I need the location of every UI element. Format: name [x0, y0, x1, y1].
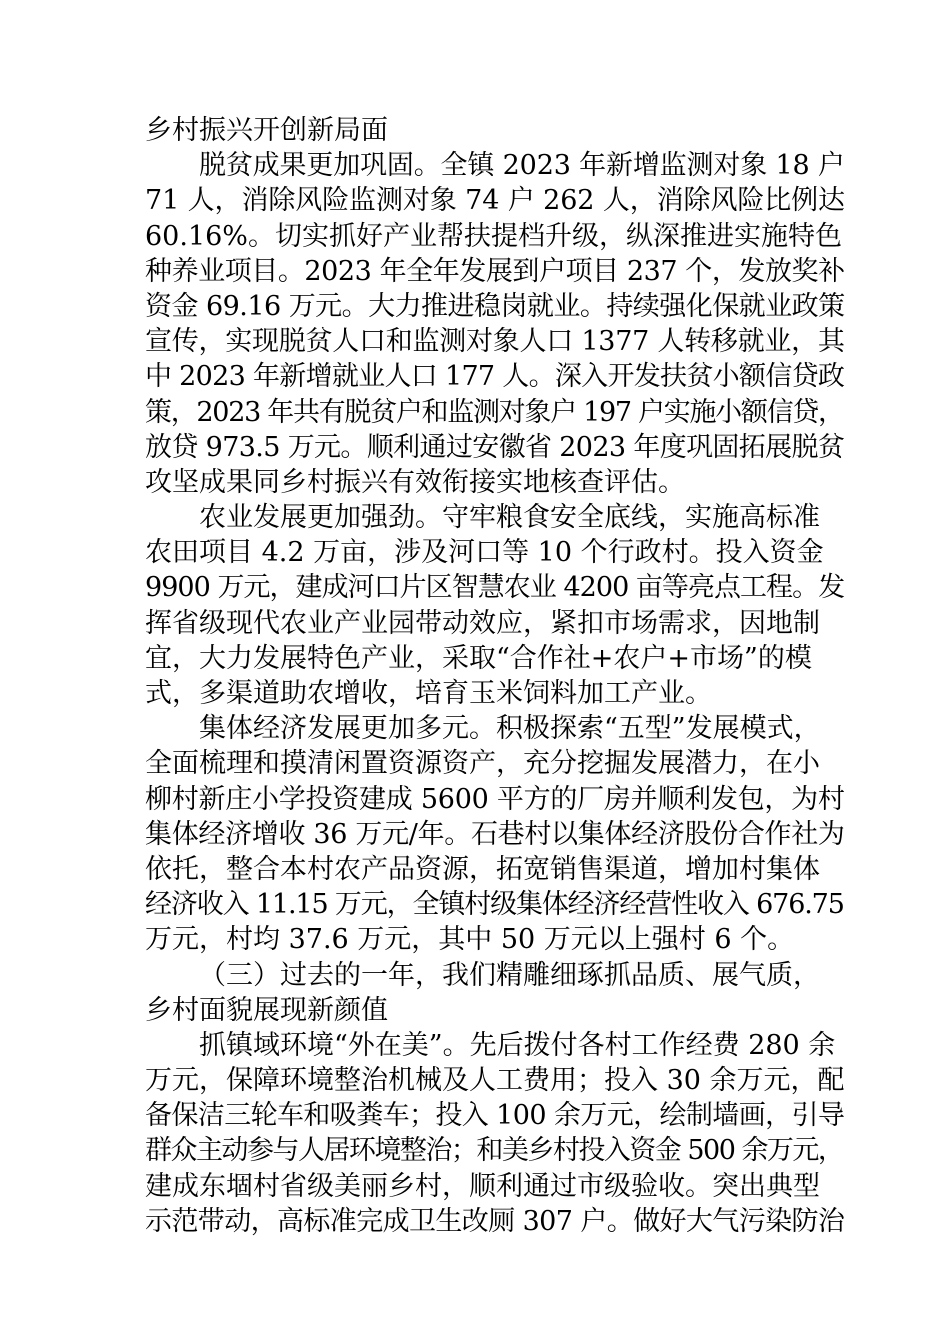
text-line: 示范带动，高标准完成卫生改厕 307 户。做好大气污染防治 [145, 1205, 845, 1237]
text-line: 农业发展更加强劲。守牢粮食安全底线，实施高标准 [199, 502, 820, 534]
text-line: 放贷 973.5 万元。顺利通过安徽省 2023 年度巩固拓展脱贫 [145, 431, 845, 463]
text-line: 全面梳理和摸清闲置资源资产，充分挖掘发展潜力，在小 [145, 748, 820, 780]
text-line: 资金 69.16 万元。大力推进稳岗就业。持续强化保就业政策 [145, 290, 845, 322]
text-line: 脱贫成果更加巩固。全镇 2023 年新增监测对象 18 户 [199, 150, 845, 182]
text-line: 建成东堌村省级美丽乡村，顺利通过市级验收。突出典型 [145, 1170, 820, 1202]
text-line: 宜，大力发展特色产业，采取“合作社+农户+市场”的模 [145, 642, 812, 674]
text-line: 群众主动参与人居环境整治；和美乡村投入资金 500 余万元， [145, 1135, 844, 1167]
text-line: 中 2023 年新增就业人口 177 人。深入开发扶贫小额信贷政 [145, 361, 845, 393]
text-line: 乡村振兴开创新局面 [145, 115, 388, 146]
text-line: 柳村新庄小学投资建成 5600 平方的厂房并顺利发包，为村 [145, 783, 845, 815]
text-line: 依托，整合本村农产品资源，拓宽销售渠道，增加村集体 [145, 853, 820, 885]
text-line: 万元，村均 37.6 万元，其中 50 万元以上强村 6 个。 [145, 924, 795, 956]
text-line: 挥省级现代农业产业园带动效应，紧扣市场需求，因地制 [145, 607, 820, 639]
text-line: 备保洁三轮车和吸粪车；投入 100 余万元，绘制墙画，引导 [145, 1100, 845, 1132]
text-line: 万元，保障环境整治机械及人工费用；投入 30 余万元，配 [145, 1065, 845, 1097]
text-line: 集体经济增收 36 万元/年。石巷村以集体经济股份合作社为 [145, 818, 845, 850]
text-line: （三）过去的一年，我们精雕细琢抓品质、展气质， [199, 959, 820, 991]
text-line: 策，2023 年共有脱贫户和监测对象户 197 户实施小额信贷， [145, 396, 844, 428]
text-line: 农田项目 4.2 万亩，涉及河口等 10 个行政村。投入资金 [145, 537, 824, 569]
text-line: 集体经济发展更加多元。积极探索“五型”发展模式， [199, 713, 821, 745]
document-body [145, 113, 845, 1239]
text-line: 种养业项目。2023 年全年发展到户项目 237 个，发放奖补 [145, 255, 845, 287]
text-line: 60.16%。切实抓好产业帮扶提档升级，纵深推进实施特色 [145, 220, 842, 252]
text-line: 71 人，消除风险监测对象 74 户 262 人，消除风险比例达 [145, 185, 845, 217]
text-line: 宣传，实现脱贫人口和监测对象人口 1377 人转移就业，其 [145, 326, 845, 358]
text-line: 攻坚成果同乡村振兴有效衔接实地核查评估。 [145, 466, 685, 498]
text-line: 经济收入 11.15 万元，全镇村级集体经济经营性收入 676.75 [145, 889, 844, 921]
text-line: 抓镇域环境“外在美”。先后拨付各村工作经费 280 余 [199, 1029, 836, 1061]
text-line: 乡村面貌展现新颜值 [145, 994, 388, 1026]
text-line: 9900 万元，建成河口片区智慧农业 4200 亩等亮点工程。发 [145, 572, 845, 604]
text-line: 式，多渠道助农增收，培育玉米饲料加工产业。 [145, 678, 712, 709]
